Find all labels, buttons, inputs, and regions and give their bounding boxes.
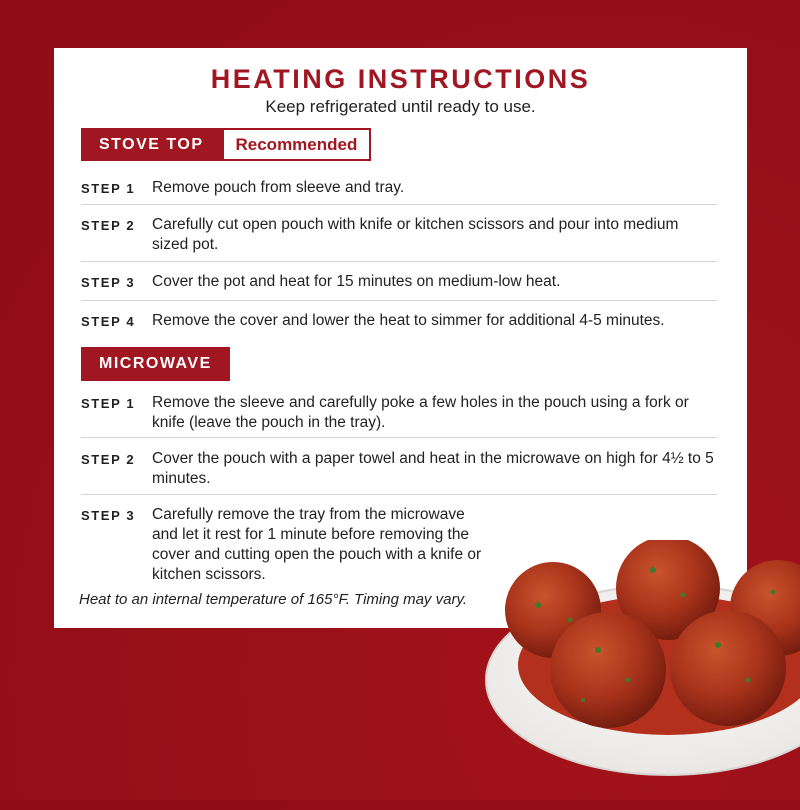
step-label: STEP 2 (81, 452, 136, 467)
microwave-section-header (81, 347, 230, 381)
step-text: Carefully cut open pouch with knife or kitchen scissors and pour into medium sized pot. (152, 216, 679, 253)
microwave-label: MICROWAVE (81, 347, 230, 381)
meatball (670, 610, 786, 726)
stove-step-4 (81, 311, 717, 339)
step-label: STEP 1 (81, 181, 136, 196)
meatballs-plate-image (478, 540, 800, 810)
step-label: STEP 3 (81, 508, 136, 523)
step-text: Carefully remove the tray from the microwave and let it rest for 1 minute before removing the cover and cutting open the pouch with a knife or kitchen scissors. (152, 506, 482, 583)
step-text: Cover the pouch with a paper towel and heat in the microwave on high for 4½ to 5 minutes. (152, 450, 714, 487)
meatball (550, 612, 666, 728)
step-text: Remove the sleeve and carefully poke a few holes in the pouch using a fork or knife (leave the pouch in the tray). (152, 394, 689, 431)
stove-step-2 (81, 215, 717, 262)
recommended-badge: Recommended (222, 128, 372, 161)
stove-step-3 (81, 272, 717, 301)
step-text: Remove the cover and lower the heat to simmer for additional 4-5 minutes. (152, 312, 665, 329)
step-text: Remove pouch from sleeve and tray. (152, 179, 405, 196)
page-subtitle: Keep refrigerated until ready to use. (265, 97, 536, 116)
stove-top-label: STOVE TOP (81, 128, 222, 161)
microwave-step-1 (81, 393, 717, 438)
page-title: HEATING INSTRUCTIONS (210, 64, 591, 94)
stove-step-1 (81, 178, 717, 205)
step-label: STEP 4 (81, 314, 136, 329)
temperature-footnote: Heat to an internal temperature of 165°F. Timing may vary. (79, 591, 467, 608)
step-text: Cover the pot and heat for 15 minutes on medium-low heat. (152, 273, 561, 290)
step-label: STEP 1 (81, 396, 136, 411)
microwave-step-2 (81, 449, 717, 495)
step-label: STEP 3 (81, 275, 136, 290)
step-label: STEP 2 (81, 218, 136, 233)
stove-top-section-header (81, 128, 371, 161)
